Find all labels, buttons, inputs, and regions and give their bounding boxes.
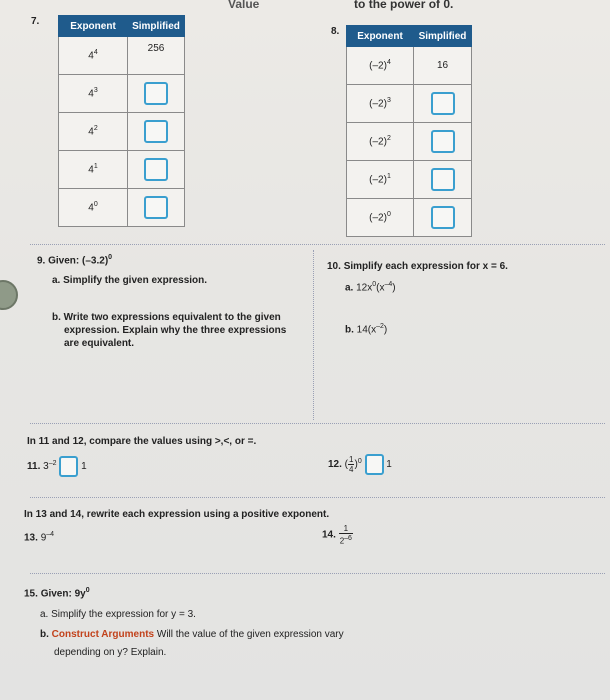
table-row [59, 189, 185, 227]
table-row [59, 151, 185, 189]
q9-part-b-line2: expression. Explain why the three expressions [64, 325, 287, 336]
table-row [347, 161, 472, 199]
q7-exponent-cell: $4^0$ [59, 189, 128, 227]
answer-box[interactable] [144, 82, 168, 105]
q9-given: 9. Given: $(-3.2)^0$ [37, 254, 113, 267]
rewrite-instruction: In 13 and 14, rewrite each expression using a positive exponent. [24, 509, 330, 520]
q8-exponent-cell: $(-2)^2$ [347, 123, 414, 161]
divider [30, 573, 605, 574]
q9-part-a: a. Simplify the given expression. [52, 275, 208, 286]
compare-answer-box[interactable] [365, 454, 384, 475]
table-row [347, 123, 472, 161]
q7-exponent-cell: $4^2$ [59, 113, 128, 151]
q8-table [346, 25, 472, 237]
answer-box[interactable] [431, 130, 455, 153]
q9-part-b-line3: are equivalent. [64, 338, 135, 349]
table-row [347, 47, 472, 85]
header-text: Value to the power of 0. [228, 0, 454, 11]
q7-simplified-cell: 256 [128, 37, 185, 75]
compare-instruction: In 11 and 12, compare the values using >,<, or =. [27, 436, 257, 447]
q10-part-b: b. $14(x^{-2})$ [345, 323, 388, 336]
q15-part-b: b. Construct Arguments Will the value of the given expression vary [40, 629, 344, 640]
construct-arguments-label: Construct Arguments [51, 629, 155, 640]
q7-table [58, 15, 185, 227]
q8-exponent-cell: $(-2)^0$ [347, 199, 414, 237]
q12-fraction: $\frac{1}{4}$ [349, 455, 354, 474]
q7-col-exponent: Exponent [59, 16, 128, 37]
q15-part-a: a. Simplify the expression for y = 3. [40, 609, 196, 620]
answer-box[interactable] [431, 206, 455, 229]
table-row [347, 85, 472, 123]
table-row [59, 75, 185, 113]
q7-exponent-cell: $4^3$ [59, 75, 128, 113]
q9-part-b-line1: b. Write two expressions equivalent to the given [52, 312, 281, 323]
q14-fraction: $\frac{1}{2^{-6}}$ [339, 524, 352, 546]
q8-exponent-cell: $(-2)^4$ [347, 47, 414, 85]
divider [30, 423, 605, 424]
table-row [347, 199, 472, 237]
compare-answer-box[interactable] [59, 456, 78, 477]
q8-number: 8. [331, 26, 340, 37]
table-row [59, 113, 185, 151]
q8-exponent-cell: $(-2)^1$ [347, 161, 414, 199]
q12: 12. ( $\frac{1}{4}$ )$^0$ 1 [328, 455, 392, 474]
q8-exponent-cell: $(-2)^3$ [347, 85, 414, 123]
q10-prompt: 10. Simplify each expression for x = 6. [327, 261, 508, 272]
divider [30, 244, 605, 245]
q7-exponent-cell: $4^1$ [59, 151, 128, 189]
answer-box[interactable] [431, 92, 455, 115]
answer-box[interactable] [144, 196, 168, 219]
q8-col-exponent: Exponent [347, 26, 414, 47]
q8-simplified-cell: 16 [414, 47, 472, 85]
divider [30, 497, 605, 498]
q15-given: 15. Given: $9y^0$ [24, 587, 90, 600]
q7-exponent-cell: $4^4$ [59, 37, 128, 75]
q10-part-a: a. $12x^0(x^{-4})$ [345, 281, 396, 294]
q11: 11. $3^{-2}$ 1 [27, 456, 87, 477]
q7-number: 7. [31, 16, 40, 27]
answer-box[interactable] [431, 168, 455, 191]
q13: 13. $9^{-4}$ [24, 531, 55, 544]
q7-col-simplified: Simplified [128, 16, 185, 37]
table-row [59, 37, 185, 75]
answer-box[interactable] [144, 158, 168, 181]
q15-part-b-line2: depending on y? Explain. [54, 647, 167, 658]
divider [313, 250, 314, 420]
answer-box[interactable] [144, 120, 168, 143]
q8-col-simplified: Simplified [414, 26, 472, 47]
q14: 14. $\frac{1}{2^{-6}}$ [322, 524, 352, 546]
